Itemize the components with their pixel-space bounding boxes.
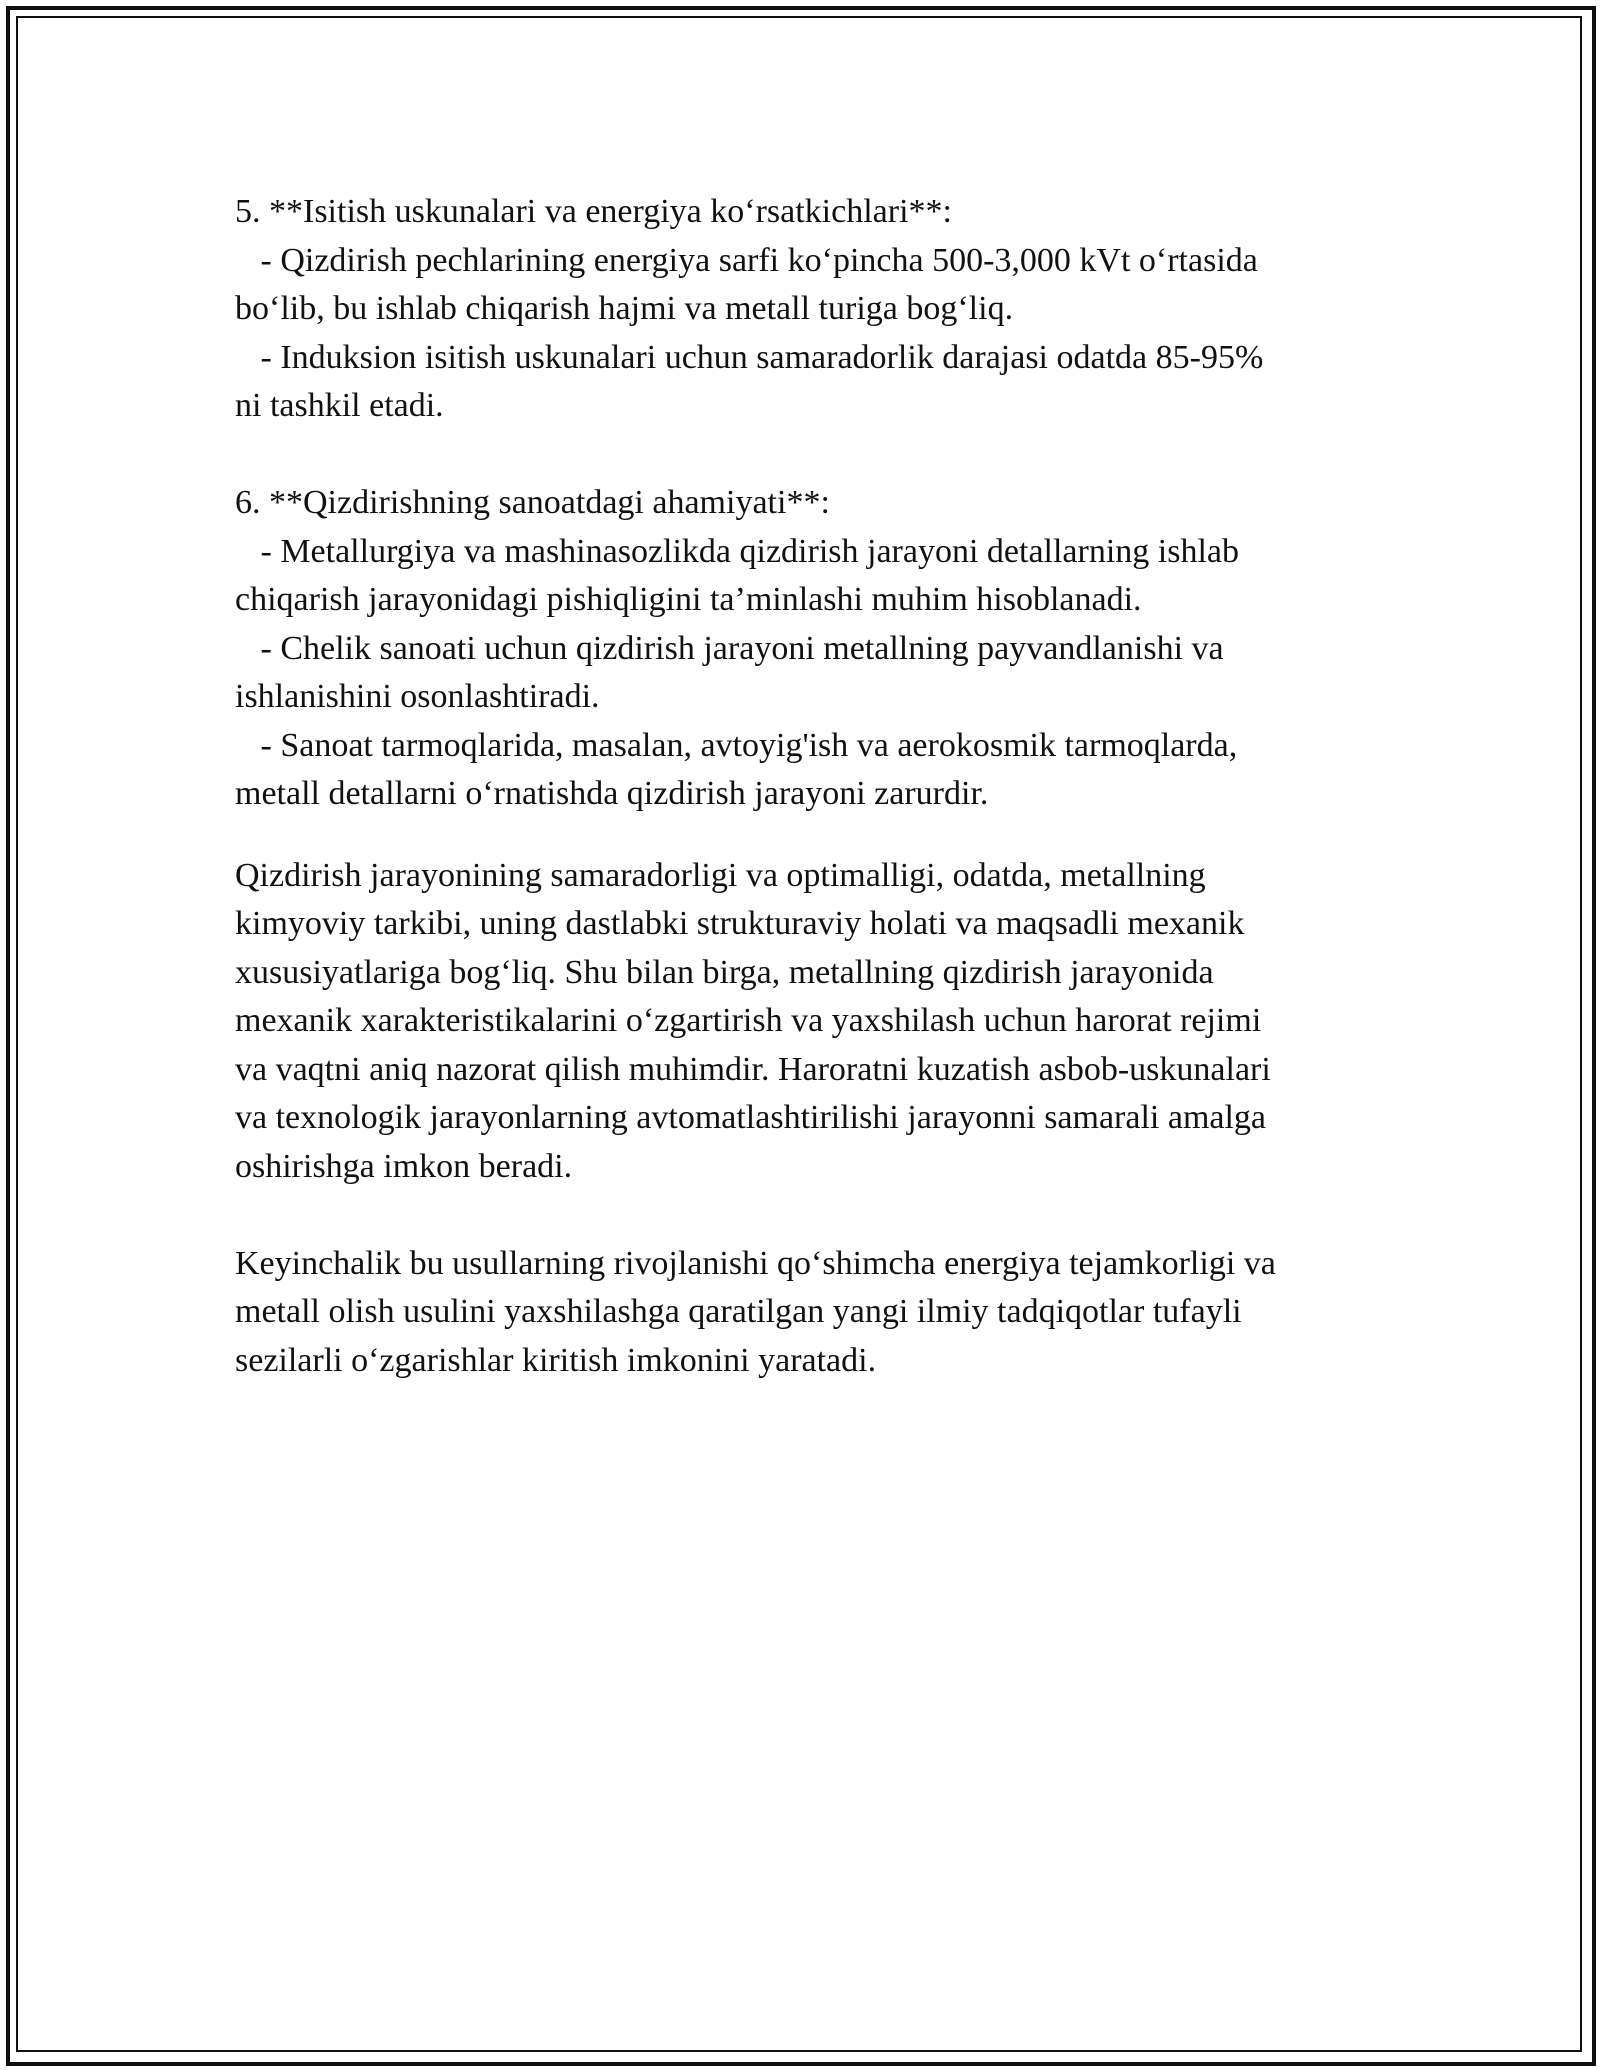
text-line: metall detallarni o‘rnatishda qizdirish jarayoni zarurdir.: [235, 775, 989, 812]
body-paragraph: [235, 852, 1365, 1192]
document-body: [235, 188, 1365, 1385]
paragraph-spacer: [235, 431, 1365, 480]
text-line: oshirishga imkon beradi.: [235, 1147, 573, 1185]
text-line: sezilarli o‘zgarishlar kiritish imkonini yaratadi.: [235, 1341, 877, 1379]
section-5: [235, 188, 1365, 431]
text-line: - Sanoat tarmoqlarida, masalan, avtoyig'ish va aerokosmik tarmoqlarda,: [235, 726, 1238, 764]
text-line: metall olish usulini yaxshilashga qaratilgan yangi ilmiy tadqiqotlar tufayli: [235, 1293, 1242, 1330]
section-6: [235, 479, 1365, 819]
text-line: ni tashkil etadi.: [235, 387, 444, 424]
text-line: Qizdirish jarayonining samaradorligi va optimalligi, odatda, metallning: [235, 856, 1206, 894]
text-line: Keyinchalik bu usullarning rivojlanishi qo‘shimcha energiya tejamkorligi va: [235, 1244, 1276, 1282]
text-line: - Chelik sanoati uchun qizdirish jarayoni metallning payvandlanishi va: [235, 629, 1224, 667]
text-line: xususiyatlariga bog‘liq. Shu bilan birga, metallning qizdirish jarayonida: [235, 953, 1214, 991]
body-paragraph: [235, 1240, 1365, 1386]
paragraph-spacer: [235, 1191, 1365, 1240]
section-heading: 5. **Isitish uskunalari va energiya ko‘rsatkichlari**:: [235, 193, 952, 230]
text-line: - Metallurgiya va mashinasozlikda qizdirish jarayoni detallarning ishlab: [235, 532, 1239, 570]
section-heading: 6. **Qizdirishning sanoatdagi ahamiyati**:: [235, 484, 830, 521]
text-line: kimyoviy tarkibi, uning dastlabki strukturaviy holati va maqsadli mexanik: [235, 905, 1245, 942]
text-line: ishlanishini osonlashtiradi.: [235, 678, 600, 715]
text-line: va vaqtni aniq nazorat qilish muhimdir. Haroratni kuzatish asbob-uskunalari: [235, 1050, 1271, 1088]
text-line: - Qizdirish pechlarining energiya sarfi ko‘pincha 500-3,000 kVt o‘rtasida: [235, 241, 1258, 279]
text-line: va texnologik jarayonlarning avtomatlashtirilishi jarayonni samarali amalga: [235, 1099, 1267, 1136]
text-line: - Induksion isitish uskunalari uchun samaradorlik darajasi odatda 85-95%: [235, 338, 1264, 376]
text-line: mexanik xarakteristikalarini o‘zgartirish va yaxshilash uchun harorat rejimi: [235, 1002, 1262, 1039]
text-line: bo‘lib, bu ishlab chiqarish hajmi va metall turiga bog‘liq.: [235, 290, 1014, 327]
paragraph-spacer: [235, 819, 1365, 852]
text-line: chiqarish jarayonidagi pishiqligini ta’minlashi muhim hisoblanadi.: [235, 581, 1142, 618]
